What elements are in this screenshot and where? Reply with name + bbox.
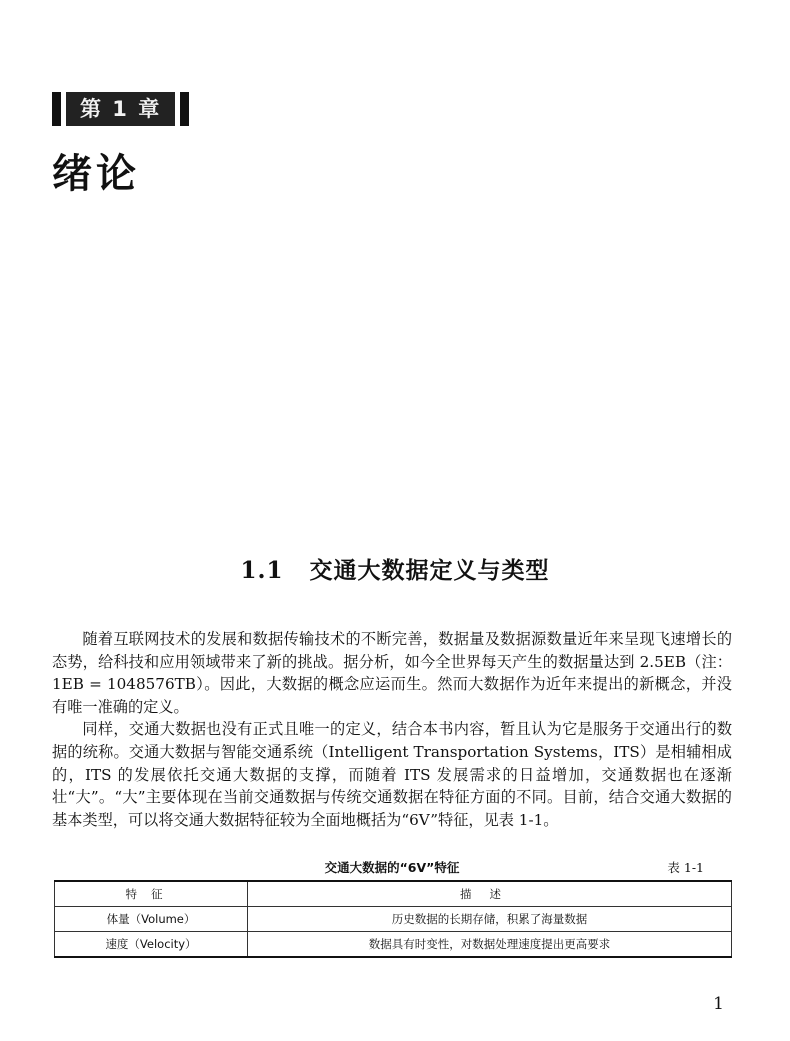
section-heading: [0, 552, 790, 585]
chapter-badge: [52, 92, 189, 126]
badge-left-bar: [52, 92, 61, 126]
table-title: 交通大数据的“6V”特征: [324, 860, 460, 875]
section-title: 交通大数据定义与类型: [309, 557, 550, 584]
table-cell: 体量（Volume）: [55, 907, 248, 932]
table-row: [55, 932, 732, 958]
paragraph: 同样，交通大数据也没有正式且唯一的定义，结合本书内容，暂且认为它是服务于交通出行的数据的统称。交通大数据与智能交通系统（Intelligent Transportation Systems，ITS）是相辅相成的，ITS 的发展依托交通大数据的支撑，而随着 ITS 发展需求的日益增加，交通数据也在逐渐壮“大”。“大”主要体现在当前交通数据与传统交通数据在特征方面的不同。目前，结合交通大数据的基本类型，可以将交通大数据特征较为全面地概括为“6V”特征，见表 1-1。: [52, 720, 732, 829]
chapter-number-label: 第 1 章: [66, 92, 175, 126]
table-cell: 速度（Velocity）: [55, 932, 248, 958]
chapter-title: 绪论: [52, 151, 140, 197]
table-number: 表 1-1: [667, 860, 704, 875]
body-text: [52, 628, 732, 831]
badge-right-bar: [180, 92, 189, 126]
feature-table: [54, 880, 732, 958]
table-cell: 数据具有时变性，对数据处理速度提出更高要求: [248, 932, 732, 958]
page-number: 1: [713, 994, 724, 1014]
paragraph: 随着互联网技术的发展和数据传输技术的不断完善，数据量及数据源数量近年来呈现飞速增长的态势，给科技和应用领域带来了新的挑战。据分析，如今全世界每天产生的数据量达到 2.5EB（注：1EB = 1048576TB）。因此，大数据的概念应运而生。然而大数据作为近年来提出的新概念，并没有唯一准确的定义。: [52, 630, 732, 716]
table-header-feature: 特征: [55, 881, 248, 907]
section-number: 1.1: [240, 557, 284, 584]
table-row: [55, 907, 732, 932]
table-header-description: 描述: [248, 881, 732, 907]
table-header-row: [55, 881, 732, 907]
table-cell: 历史数据的长期存储，积累了海量数据: [248, 907, 732, 932]
